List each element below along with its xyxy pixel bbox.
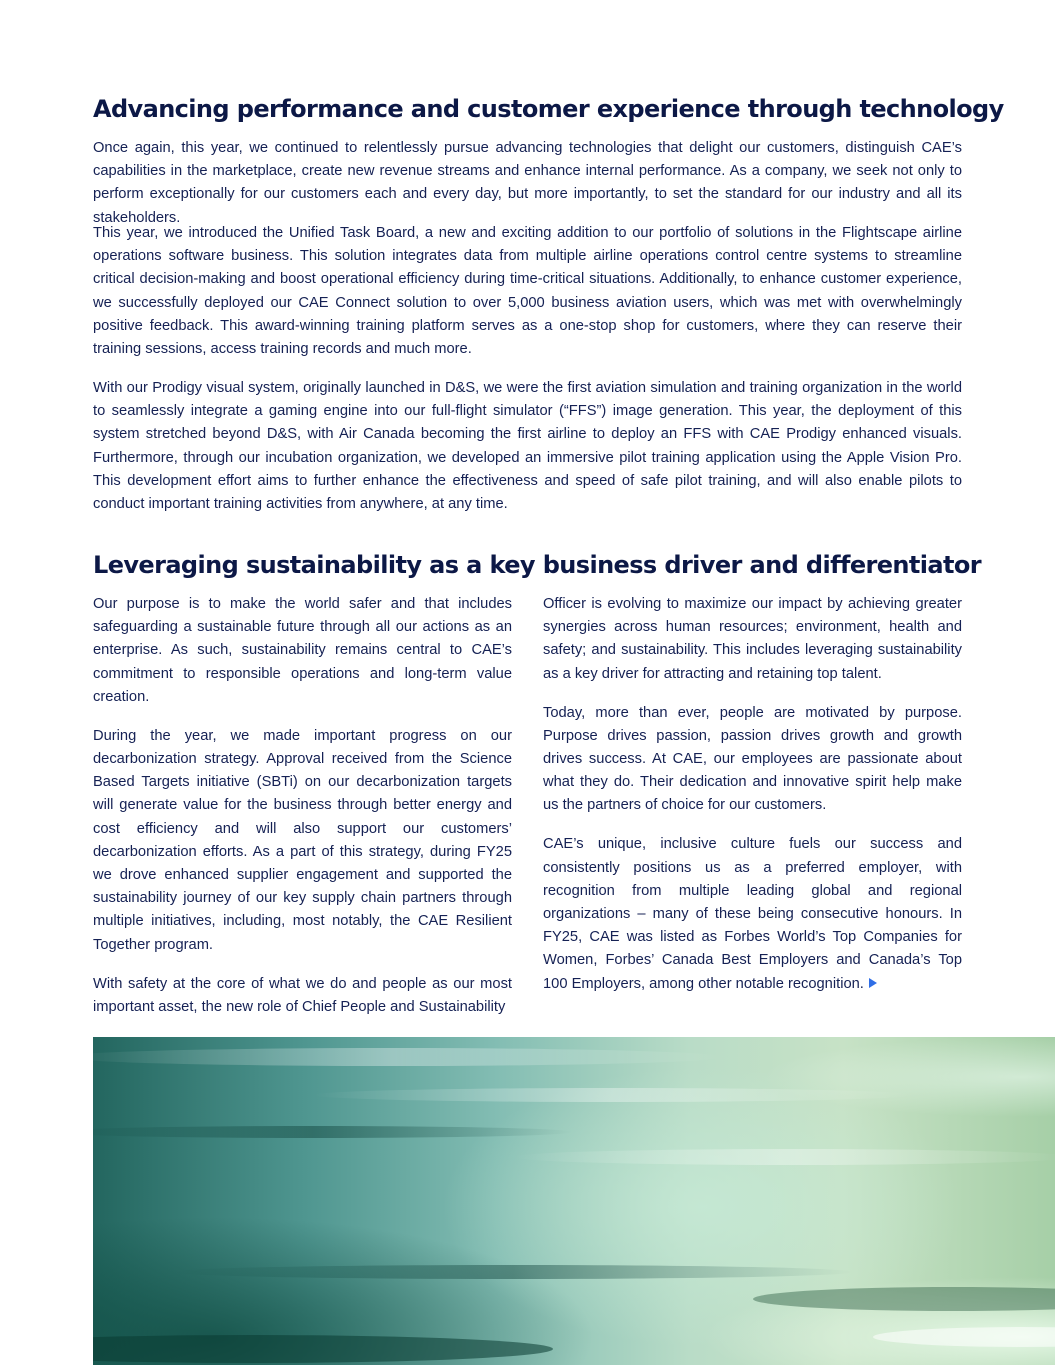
technology-section-heading: Advancing performance and customer experience through technology [93, 95, 1004, 123]
technology-paragraph-1: Once again, this year, we continued to relentlessly pursue advancing technologies that delight our customers, distinguish CAE’s capabilities in the marketplace, create new revenue streams and enhance internal performance. As a company, we seek not only to perform exceptionally for our customers each and every day, but more importantly, to set the standard for our industry and all its stakeholders. [93, 140, 962, 226]
continue-arrow-icon[interactable] [869, 978, 877, 988]
sustainability-right-column [543, 593, 962, 996]
sustainability-paragraph-6-text: CAE’s unique, inclusive culture fuels our success and consistently positions us as a preferred employer, with recognition from multiple leading global and regional organizations – many of these being consecutive honours. In FY25, CAE was listed as Forbes World’s Top Companies for Women, Forbes’ Canada Best Employers and Canada’s Top 100 Employers, among other notable recognition. [543, 836, 962, 992]
sustainability-paragraph-3: With safety at the core of what we do and people as our most important asset, the new role of Chief People and Sustainability [93, 975, 512, 1015]
sustainability-paragraph-5: Today, more than ever, people are motivated by purpose. Purpose drives passion, passion drives growth and growth drives success. At CAE, our employees are passionate about what they do. Their dedication and innovative spirit help make us the partners of choice for our customers. [543, 704, 962, 814]
technology-paragraph-3: With our Prodigy visual system, originally launched in D&S, we were the first aviation simulation and training organization in the world to seamlessly integrate a gaming engine into our full-flight simulator (“FFS”) image generation. This year, the deployment of this system stretched beyond D&S, with Air Canada becoming the first airline to deploy an FFS with CAE Prodigy enhanced visuals. Furthermore, through our incubation organization, we developed an immersive pilot training application using the Apple Vision Pro. This development effort aims to further enhance the effectiveness and speed of safe pilot training, and will also enable pilots to conduct important training activities from anywhere, at any time. [93, 380, 962, 513]
sustainability-section-heading: Leveraging sustainability as a key business driver and differentiator [93, 551, 981, 579]
sustainability-paragraph-6 [543, 833, 962, 995]
technology-paragraph-2: This year, we introduced the Unified Task Board, a new and exciting addition to our portfolio of solutions in the Flightscape airline operations software business. This solution integrates data from multiple airline operations control centre systems to streamline critical decision-making and boost operational efficiency during time-critical situations. Additionally, to enhance customer experience, we successfully deployed our CAE Connect solution to over 5,000 business aviation users, which was met with overwhelmingly positive feedback. This award-winning training platform serves as a one-stop shop for customers, where they can reserve their training sessions, access training records and much more. [93, 225, 962, 358]
sustainability-paragraph-4: Officer is evolving to maximize our impact by achieving greater synergies across human resources; environment, health and safety; and sustainability. This includes leveraging sustainability as a key driver for attracting and retaining top talent. [543, 596, 962, 682]
sustainability-paragraph-2: During the year, we made important progress on our decarbonization strategy. Approval received from the Science Based Targets initiative (SBTi) on our decarbonization targets will generate value for the business through better energy and cost efficiency and will also support our customers’ decarbonization efforts. As a part of this strategy, during FY25 we drove enhanced supplier engagement and supported the sustainability journey of our key supply chain partners through multiple initiatives, including, most notably, the CAE Resilient Together program. [93, 727, 512, 953]
hero-image-streaks [93, 1037, 1055, 1365]
sustainability-paragraph-1: Our purpose is to make the world safer and that includes safeguarding a sustainable future through all our actions as an enterprise. As such, sustainability remains central to CAE’s commitment to responsible operations and long-term value creation. [93, 596, 512, 705]
sustainability-left-column [93, 593, 512, 1019]
hero-image-ocean-horizon [93, 1037, 1055, 1365]
